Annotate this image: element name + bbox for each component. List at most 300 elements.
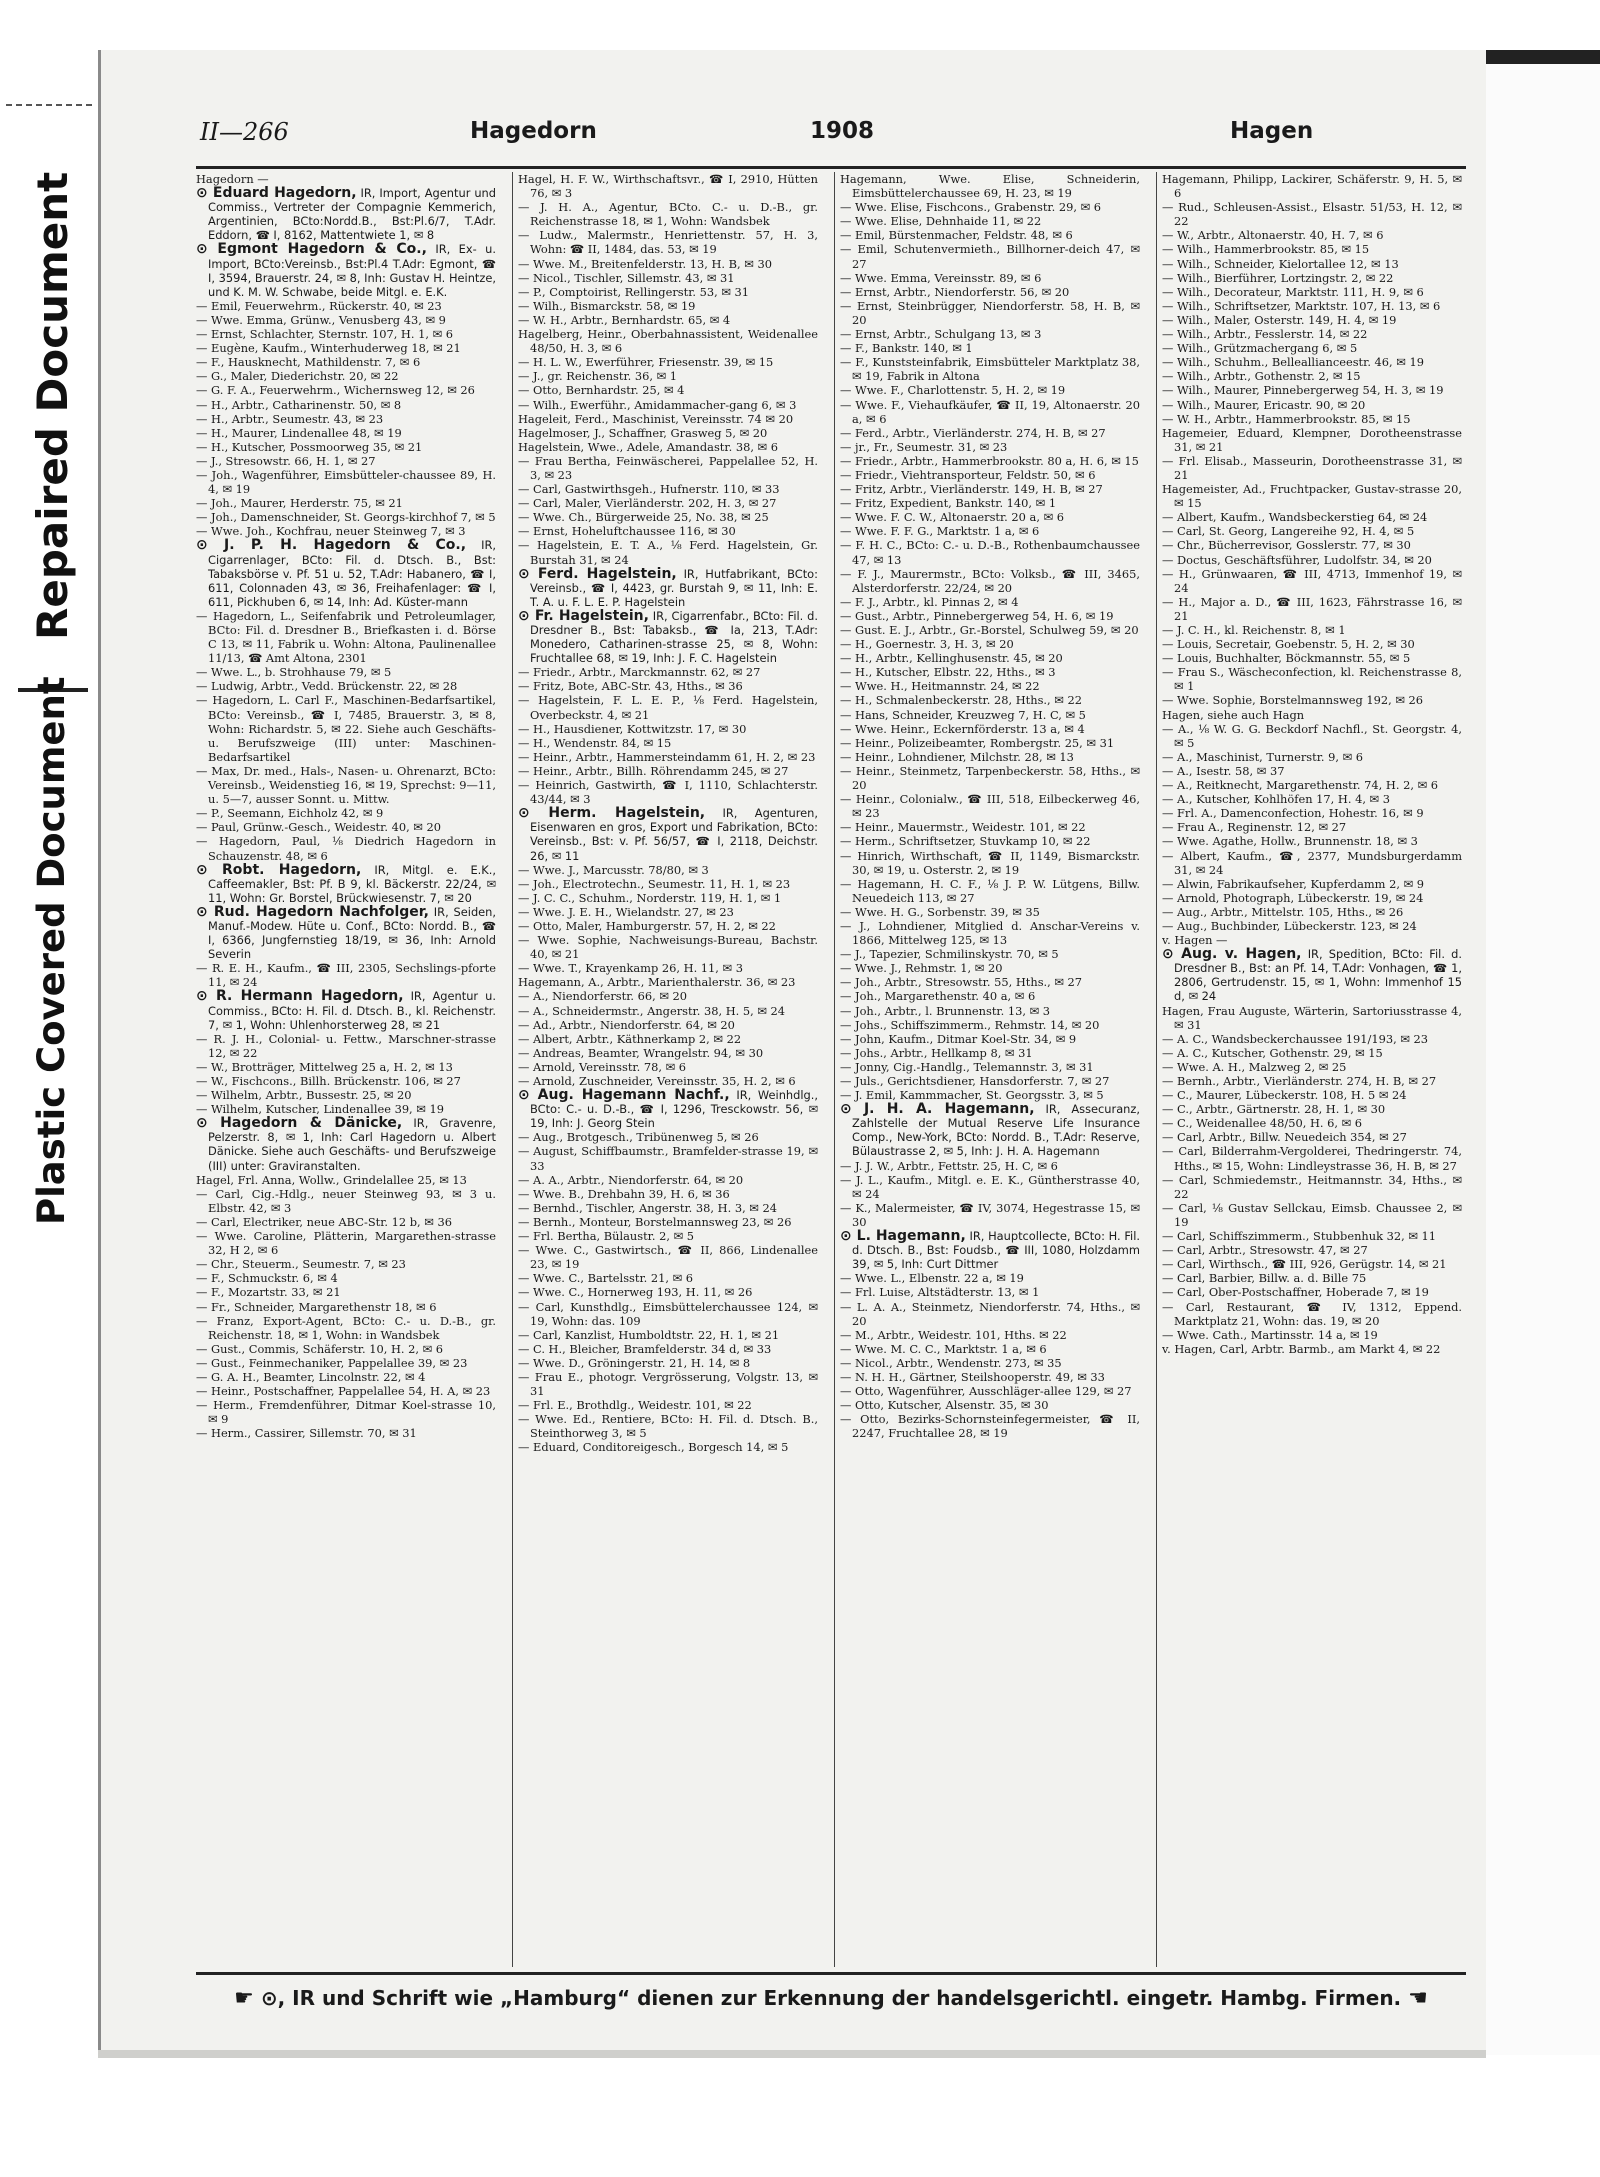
entry-text: — A. C., Kutscher, Gothenstr. 29, ✉ 15	[1162, 1045, 1383, 1060]
entry-text: — Aug., Brotgesch., Tribünenweg 5, ✉ 26	[518, 1130, 759, 1145]
entry-text: IR, Assecuranz, Zahlstelle der Mutual Reserve Life Insurance Comp., New-York, BCto: Nordd. B., T.Adr: Reserve, Bülaustrasse 2, ✉ 5, Inh: J. H. A. Hagemann	[852, 1102, 1140, 1159]
entry-text: — Wilh., Maurer, Ericastr. 90, ✉ 20	[1162, 397, 1366, 412]
directory-entry	[840, 1201, 1140, 1229]
entry-text: — Wilh., Arbtr., Fesslerstr. 14, ✉ 22	[1162, 327, 1368, 342]
entry-text: — Herm., Cassirer, Sillemstr. 70, ✉ 31	[196, 1426, 417, 1441]
entry-text: — R. E. H., Kaufm., ☎ III, 2305, Sechslings-pforte 11, ✉ 24	[196, 961, 496, 990]
directory-entry	[840, 341, 1140, 355]
directory-entry	[1162, 849, 1462, 877]
column-divider	[834, 172, 835, 1967]
directory-entry	[840, 693, 1140, 707]
entry-text: — Carl, Arbtr., Billw. Neuedeich 354, ✉ 27	[1162, 1130, 1407, 1145]
directory-entry	[1162, 426, 1462, 454]
directory-entry	[1162, 1032, 1462, 1046]
entry-text: — H., Arbtr., Seumestr. 43, ✉ 23	[196, 411, 384, 426]
entry-text: — Hagemann, H. C. F., ⅛ J. P. W. Lütgens, Billw. Neuedeich 113, ✉ 27	[840, 876, 1140, 905]
firm-name: ⊙ Fr. Hagelstein,	[518, 607, 649, 624]
entry-text: — Wwe. B., Drehbahn 39, H. 6, ✉ 36	[518, 1186, 730, 1201]
directory-entry	[840, 496, 1140, 510]
directory-entry	[1162, 524, 1462, 538]
entry-text: — Friedr., Viehtransporteur, Feldstr. 50, ✉ 6	[840, 467, 1096, 482]
directory-entry	[1162, 595, 1462, 623]
entry-text: — Eugène, Kaufm., Winterhuderweg 18, ✉ 21	[196, 341, 461, 356]
entry-text: — L. A. A., Steinmetz, Niendorferstr. 74, Hths., ✉ 20	[840, 1299, 1140, 1328]
directory-entry	[518, 863, 818, 877]
directory-entry	[196, 412, 496, 426]
entry-text: — Herm., Fremdenführer, Ditmar Koel-strasse 10, ✉ 9	[196, 1398, 496, 1427]
entry-text: IR, Seiden, Manuf.-Modew. Hüte u. Conf., BCto: Nordd. B., ☎ I, 6366, Jungfernstieg 18/19, ✉ 36, Inh: Arnold Severin	[208, 904, 496, 962]
entry-text: Hagen, Frau Auguste, Wärterin, Sartoriusstrasse 4, ✉ 31	[1162, 1003, 1462, 1032]
directory-entry	[196, 834, 496, 862]
entry-text: — Hans, Schneider, Kreuzweg 7, H. C, ✉ 5	[840, 707, 1086, 722]
column-divider	[1156, 172, 1157, 1967]
directory-entry	[518, 496, 818, 510]
entry-text: — H., Schmalenbeckerstr. 28, Hths., ✉ 22	[840, 693, 1082, 708]
entry-text: — Johs., Schiffszimmerm., Rehmstr. 14, ✉ 20	[840, 1017, 1100, 1032]
firm-entry	[518, 567, 818, 609]
firm-name: ⊙ Ferd. Hagelstein,	[518, 565, 677, 582]
entry-text: Hagedorn —	[196, 172, 269, 186]
directory-entry	[1162, 637, 1462, 651]
directory-entry	[518, 228, 818, 256]
directory-entry	[196, 693, 496, 763]
entry-text: — J., Lohndiener, Mitglied d. Anschar-Vereins v. 1866, Mittelweg 125, ✉ 13	[840, 918, 1140, 948]
left-running-head: Hagedorn	[470, 118, 597, 144]
directory-entry	[1162, 778, 1462, 792]
entry-text: — Wwe. L., b. Strohhause 79, ✉ 5	[196, 665, 392, 680]
directory-entry	[840, 1060, 1140, 1074]
entry-text: — Arnold, Zuschneider, Vereinsstr. 35, H. 2, ✉ 6	[518, 1074, 796, 1088]
entry-text: — Ernst, Hoheluftchaussee 116, ✉ 30	[518, 524, 736, 539]
directory-entry	[840, 947, 1140, 961]
directory-entry	[1162, 1342, 1462, 1356]
directory-entry	[840, 989, 1140, 1003]
entry-text: Hagelstein, Wwe., Adele, Amandastr. 38, ✉ 6	[518, 439, 778, 454]
directory-entry	[840, 595, 1140, 609]
entry-text: — Gust. E. J., Arbtr., Gr.-Borstel, Schulweg 59, ✉ 20	[840, 623, 1139, 637]
footer-rule	[196, 1972, 1466, 1975]
entry-text: Hagemeister, Ad., Fruchtpacker, Gustav-strasse 20, ✉ 15	[1162, 482, 1462, 511]
directory-entry	[518, 426, 818, 440]
entry-text: — Joh., Margarethenstr. 40 a, ✉ 6	[840, 989, 1036, 1004]
entry-text: — H., Wendenstr. 84, ✉ 15	[518, 735, 672, 750]
directory-entry	[518, 778, 818, 806]
entry-text: — Wwe. Emma, Grünw., Venusberg 43, ✉ 9	[196, 312, 446, 327]
directory-entry	[1162, 553, 1462, 567]
directory-entry	[1162, 1173, 1462, 1201]
directory-entry	[840, 567, 1140, 595]
entry-text: — A., Reitknecht, Margarethenstr. 74, H. 2, ✉ 6	[1162, 778, 1438, 793]
entry-text: v. Hagen, Carl, Arbtr. Barmb., am Markt 4, ✉ 22	[1162, 1341, 1441, 1356]
entry-text: IR, Cigarrenlager, BCto: Fil. d. Dtsch. B., Bst: Tabaksbörse v. Pf. 51 u. 52, T.Adr: Habanero, ☎ I, 611, Colonnaden 43, ✉ 36, Freihafenlager: ☎ I, 611, Pickhuben 6, ✉ 14, Inh: Ad. Küster-mann	[208, 538, 496, 609]
entry-text: — Wwe. Sophie, Nachweisungs-Bureau, Bachstr. 40, ✉ 21	[518, 933, 818, 962]
directory-entry	[518, 1173, 818, 1187]
entry-text: — M., Arbtr., Weidestr. 101, Hths. ✉ 22	[840, 1327, 1067, 1342]
entry-text: IR, Agenturen, Eisenwaren en gros, Export und Fabrikation, BCto: Vereinsb., Bst: v. Pf. 56/57, ☎ I, 2118, Deichstr. 26, ✉ 11	[530, 806, 818, 863]
entry-text: IR, Hauptcollecte, BCto: H. Fil. d. Dtsch. B., Bst: Foudsb., ☎ III, 1080, Holzdamm 39, ✉ 5, Inh: Curt Dittmer	[852, 1229, 1140, 1272]
directory-entry	[1162, 792, 1462, 806]
footer-note	[196, 1986, 1466, 2016]
entry-text: — P., Seemann, Eichholz 42, ✉ 9	[196, 806, 384, 821]
directory-entry	[840, 961, 1140, 975]
entry-text: v. Hagen —	[1162, 933, 1228, 948]
entry-text: — Bernhd., Tischler, Angerstr. 38, H. 3, ✉ 24	[518, 1200, 777, 1215]
directory-entry	[518, 736, 818, 750]
entry-text: IR, Cigarrenfabr., BCto: Fil. d. Dresdner B., Bst: Tabaksb., ☎ Ia, 213, T.Adr: Monedero, Catharinen-strasse 25, ✉ 8, Wohn: Fruchtallee 68, ✉ 19, Inh: J. F. C. Hagelstein	[530, 608, 818, 666]
entry-text: — K., Malermeister, ☎ IV, 3074, Hegestrasse 15, ✉ 30	[840, 1200, 1140, 1229]
entry-text: — Carl, St. Georg, Langereihe 92, H. 4, ✉ 5	[1162, 524, 1415, 539]
directory-entry	[1162, 412, 1462, 426]
entry-text: — Heinrich, Gastwirth, ☎ I, 1110, Schlachterstr. 43/44, ✉ 3	[518, 778, 818, 807]
directory-entry	[518, 1300, 818, 1328]
directory-entry	[196, 327, 496, 341]
directory-entry	[196, 1356, 496, 1370]
entry-text: — J. C. C., Schuhm., Norderstr. 119, H. 1, ✉ 1	[518, 890, 782, 905]
header-rule	[196, 166, 1466, 169]
directory-entry	[1162, 877, 1462, 891]
column-1	[196, 172, 496, 1972]
directory-entry	[518, 200, 818, 228]
entry-text: — Otto, Kutscher, Alsenstr. 35, ✉ 30	[840, 1398, 1049, 1413]
directory-entry	[840, 919, 1140, 947]
entry-text: — J., gr. Reichenstr. 36, ✉ 1	[518, 369, 678, 384]
entry-text: — Heinr., Arbtr., Hammersteindamm 61, H. 2, ✉ 23	[518, 749, 816, 764]
directory-entry	[518, 679, 818, 693]
directory-entry	[196, 1102, 496, 1116]
directory-entry	[518, 510, 818, 524]
entry-text: — C., Arbtr., Gärtnerstr. 28, H. 1, ✉ 30	[1162, 1102, 1386, 1117]
entry-text: — A., Maschinist, Turnerstr. 9, ✉ 6	[1162, 749, 1364, 764]
entry-text: — F. J., Maurermstr., BCto: Volksb., ☎ III, 3465, Alsterdorferstr. 22/24, ✉ 20	[840, 566, 1140, 595]
entry-text: — Wwe. F., Charlottenstr. 5, H. 2, ✉ 19	[840, 383, 1066, 398]
directory-entry	[1162, 1046, 1462, 1060]
directory-entry	[1162, 341, 1462, 355]
directory-entry	[840, 1159, 1140, 1173]
entry-text: — John, Kaufm., Ditmar Koel-Str. 34, ✉ 9	[840, 1031, 1077, 1046]
entry-text: — Nicol., Tischler, Sillemstr. 43, ✉ 31	[518, 270, 735, 285]
directory-entry	[1162, 651, 1462, 665]
entry-text: IR, Gravenre, Pelzerstr. 8, ✉ 1, Inh: Carl Hagedorn u. Albert Dänicke. Siehe auch Geschäfts- und Berufszweige (III) unter: Graviranstalten.	[208, 1116, 496, 1173]
entry-text: — Carl, Barbier, Billw. a. d. Bille 75	[1162, 1271, 1367, 1286]
directory-entry	[196, 369, 496, 383]
firm-name: ⊙ Aug. Hagemann Nachf.,	[518, 1087, 730, 1104]
entry-text: — J. L., Kaufm., Mitgl. e. E. K., Güntherstrasse 40, ✉ 24	[840, 1172, 1140, 1201]
directory-entry	[1162, 1257, 1462, 1271]
entry-text: — Wwe. Ed., Rentiere, BCto: H. Fil. d. Dtsch. B., Steinthorweg 3, ✉ 5	[518, 1412, 818, 1441]
directory-entry	[840, 214, 1140, 228]
directory-entry	[840, 623, 1140, 637]
directory-entry	[196, 355, 496, 369]
entry-text: — W., Fischcons., Billh. Brückenstr. 106, ✉ 27	[196, 1074, 461, 1088]
directory-entry	[840, 849, 1140, 877]
cut-line	[6, 104, 92, 106]
entry-text: — Paul, Grünw.-Gesch., Weidestr. 40, ✉ 20	[196, 820, 441, 835]
directory-entry	[840, 454, 1140, 468]
directory-entry	[840, 1004, 1140, 1018]
firm-name: ⊙ J. P. H. Hagedorn & Co.,	[196, 537, 467, 554]
directory-entry	[840, 1032, 1140, 1046]
directory-entry	[1162, 567, 1462, 595]
directory-entry	[518, 1201, 818, 1215]
directory-entry	[196, 426, 496, 440]
firm-entry	[518, 1088, 818, 1130]
entry-text: — Heinr., Steinmetz, Tarpenbeckerstr. 58, Hths., ✉ 20	[840, 763, 1140, 793]
entry-text: — jr., Fr., Seumestr. 31, ✉ 23	[840, 439, 1008, 454]
directory-entry	[196, 1426, 496, 1440]
directory-entry	[518, 1130, 818, 1144]
entry-text: — Albert, Kaufm., Wandsbeckerstieg 64, ✉ 24	[1162, 510, 1428, 525]
directory-entry	[840, 820, 1140, 834]
directory-entry	[518, 355, 818, 369]
directory-entry	[840, 1074, 1140, 1088]
entry-text: — A., Niendorferstr. 66, ✉ 20	[518, 989, 688, 1004]
entry-text: — Wilh., Schuhm., Belleallianceestr. 46, ✉ 19	[1162, 355, 1424, 370]
entry-text: — Carl, Gastwirthsgeh., Hufnerstr. 110, ✉ 33	[518, 482, 780, 497]
entry-text: — Joh., Wagenführer, Eimsbütteler-chaussee 89, H. 4, ✉ 19	[196, 467, 496, 497]
entry-text: — Gust., Commis, Schäferstr. 10, H. 2, ✉ 6	[196, 1341, 444, 1356]
entry-text: Hageleit, Ferd., Maschinist, Vereinsstr. 74 ✉ 20	[518, 411, 794, 426]
entry-text: — H., Major a. D., ☎ III, 1623, Fährstrasse 16, ✉ 21	[1162, 594, 1462, 623]
entry-text: — Rud., Schleusen-Assist., Elsastr. 51/53, H. 12, ✉ 22	[1162, 200, 1462, 229]
entry-text: — Wwe. H., Heitmannstr. 24, ✉ 22	[840, 679, 1040, 694]
entry-text: — Franz, Export-Agent, BCto: C.- u. D.-B., gr. Reichenstr. 18, ✉ 1, Wohn: in Wandsbek	[196, 1313, 496, 1342]
directory-entry	[518, 1215, 818, 1229]
directory-entry	[518, 764, 818, 778]
plastic-covered-label: Plastic Covered Document	[30, 676, 73, 1225]
directory-entry	[1162, 1130, 1462, 1144]
entry-text: — Frl. Elisab., Masseurin, Dorotheenstrasse 31, ✉ 21	[1162, 453, 1462, 482]
entry-text: — H., Grünwaaren, ☎ III, 4713, Immenhof 19, ✉ 24	[1162, 566, 1462, 595]
entry-text: — Frau S., Wäscheconfection, kl. Reichenstrasse 8, ✉ 1	[1162, 665, 1462, 694]
directory-entry	[518, 398, 818, 412]
entry-text: — Hagedorn, Paul, ⅛ Diedrich Hagedorn in Schauzenstr. 48, ✉ 6	[196, 834, 496, 863]
directory-entry	[1162, 1300, 1462, 1328]
entry-text: — W., Arbtr., Altonaerstr. 40, H. 7, ✉ 6	[1162, 228, 1384, 243]
directory-entry	[518, 665, 818, 679]
entry-text: — Carl, ⅛ Gustav Sellckau, Eimsb. Chaussee 2, ✉ 19	[1162, 1200, 1462, 1229]
directory-entry	[196, 1229, 496, 1257]
entry-text: — Heinr., Polizeibeamter, Rombergstr. 25, ✉ 31	[840, 735, 1115, 750]
entry-text: IR, Ex- u. Import, BCto:Vereinsb., Bst:Pl.4 T.Adr: Egmont, ☎ I, 3594, Brauerstr. 24, ✉ 8, Inh: Gustav H. Heintze, und K. M. W. Schwabe, beide Mitgl. e. E.K.	[208, 242, 496, 299]
directory-entry	[840, 1384, 1140, 1398]
entry-text: — Wwe. F., Viehaufkäufer, ☎ II, 19, Altonaerstr. 20 a, ✉ 6	[840, 397, 1140, 426]
directory-entry	[840, 482, 1140, 496]
entry-text: — Carl, Arbtr., Stresowstr. 47, ✉ 27	[1162, 1243, 1368, 1258]
directory-entry	[196, 496, 496, 510]
entry-text: — Hagedorn, L., Seifenfabrik und Petroleumlager, BCto: Fil. d. Dresdner B., Briefkasten i. d. Börse C 13, ✉ 11, Fabrik u. Wohn: Altona, Paulinenallee 11/13, ☎ Amt Altona, 2301	[196, 608, 496, 666]
entry-text: — Wwe. Caroline, Plätterin, Margarethen-strasse 32, H 2, ✉ 6	[196, 1229, 496, 1258]
entry-text: — Bernh., Monteur, Borstelmannsweg 23, ✉ 26	[518, 1214, 792, 1229]
column-3	[840, 172, 1140, 1972]
entry-text: — Frau Bertha, Feinwäscherei, Pappelallee 52, H. 3, ✉ 23	[518, 453, 818, 482]
directory-entry	[518, 975, 818, 989]
entry-text: — Wilh., Ewerführ., Amidammacher-gang 6, ✉ 3	[518, 397, 797, 412]
entry-text: — Hagedorn, L. Carl F., Maschinen-Bedarfsartikel, BCto: Vereinsb., ☎ I, 7485, Brauerstr. 3, ✉ 8, Wohn: Richardstr. 5, ✉ 22. Siehe auch Geschäfts- u. Berufszweige (III) unter: Maschinen-Bedarfsartikel	[196, 693, 496, 764]
entry-text: — Wilh., Bismarckstr. 58, ✉ 19	[518, 298, 696, 313]
entry-text: — Wwe. H. G., Sorbenstr. 39, ✉ 35	[840, 904, 1040, 919]
directory-entry	[1162, 538, 1462, 552]
directory-entry	[196, 299, 496, 313]
directory-entry	[196, 1187, 496, 1215]
entry-text: — Hagelstein, E. T. A., ⅛ Ferd. Hagelstein, Gr. Burstah 31, ✉ 24	[518, 538, 818, 567]
entry-text: IR, Import, Agentur und Commiss., Vertreter der Compagnie Kemmerich, Argentinien, BCto:Nordd.B., Bst:Pl.6/7, T.Adr. Eddorn, ☎ I, 8162, Mattentwiete 1, ✉ 8	[208, 186, 496, 243]
directory-entry	[518, 1440, 818, 1454]
entry-text: — G. A. H., Beamter, Lincolnstr. 22, ✉ 4	[196, 1369, 426, 1384]
directory-entry	[840, 172, 1140, 200]
entry-text: — Wwe. Elise, Fischcons., Grabenstr. 29, ✉ 6	[840, 200, 1101, 215]
directory-entry	[196, 383, 496, 397]
entry-text: Hagen, siehe auch Hagn	[1162, 707, 1305, 722]
directory-entry	[840, 228, 1140, 242]
directory-entry	[1162, 327, 1462, 341]
entry-text: — H., Hausdiener, Kottwitzstr. 17, ✉ 30	[518, 721, 747, 736]
firm-name: ⊙ J. H. A. Hagemann,	[840, 1101, 1035, 1118]
directory-entry	[518, 1032, 818, 1046]
entry-text: — F. J., Arbtr., kl. Pinnas 2, ✉ 4	[840, 594, 1019, 609]
entry-text: — Ferd., Arbtr., Vierländerstr. 274, H. B, ✉ 27	[840, 425, 1106, 440]
firm-name: ⊙ Egmont Hagedorn & Co.,	[196, 241, 427, 258]
entry-text: — Carl, Schiffszimmerm., Stubbenhuk 32, ✉ 11	[1162, 1229, 1437, 1244]
firm-name: ⊙ Herm. Hagelstein,	[518, 805, 706, 822]
entry-text: — Joh., Arbtr., l. Brunnenstr. 13, ✉ 3	[840, 1003, 1051, 1018]
directory-entry	[840, 1328, 1140, 1342]
directory-entry	[196, 609, 496, 665]
entry-text: — F., Hausknecht, Mathildenstr. 7, ✉ 6	[196, 355, 421, 370]
directory-entry	[196, 172, 496, 186]
entry-text: Hagemann, A., Arbtr., Marienthalerstr. 36, ✉ 23	[518, 975, 796, 990]
directory-entry	[1162, 383, 1462, 397]
directory-entry	[840, 398, 1140, 426]
directory-entry	[1162, 271, 1462, 285]
directory-entry	[840, 651, 1140, 665]
directory-entry	[1162, 1201, 1462, 1229]
directory-entry	[518, 933, 818, 961]
entry-text: — Emil, Bürstenmacher, Feldstr. 48, ✉ 6	[840, 228, 1073, 243]
directory-entry	[840, 877, 1140, 905]
firm-name: ⊙ Rud. Hagedorn Nachfolger,	[196, 903, 429, 920]
directory-entry	[1162, 834, 1462, 848]
directory-entry	[518, 989, 818, 1003]
entry-text: — Carl, Kunsthdlg., Eimsbüttelerchaussee 124, ✉ 19, Wohn: das. 109	[518, 1299, 818, 1328]
directory-entry	[518, 257, 818, 271]
directory-entry	[840, 905, 1140, 919]
entry-text: — Aug., Buchbinder, Lübeckerstr. 123, ✉ 24	[1162, 918, 1417, 933]
directory-entry	[196, 1285, 496, 1299]
entry-text: — Wilh., Hammerbrookstr. 85, ✉ 15	[1162, 242, 1370, 257]
directory-entry	[196, 1173, 496, 1187]
entry-text: — August, Schiffbaumstr., Bramfelder-strasse 19, ✉ 33	[518, 1144, 818, 1173]
directory-entry	[840, 1398, 1140, 1412]
directory-entry	[840, 609, 1140, 623]
directory-entry	[1162, 257, 1462, 271]
firm-entry	[196, 186, 496, 242]
directory-entry	[840, 285, 1140, 299]
directory-entry	[196, 510, 496, 524]
entry-text: — Wwe. Heinr., Eckernförderstr. 13 a, ✉ 4	[840, 721, 1085, 736]
entry-text: Hagemeier, Eduard, Klempner, Dorotheenstrasse 31, ✉ 21	[1162, 425, 1462, 454]
entry-text: — Wwe. T., Krayenkamp 26, H. 11, ✉ 3	[518, 961, 743, 976]
directory-entry	[840, 1356, 1140, 1370]
entry-text: — Wwe. A. H., Malzweg 2, ✉ 25	[1162, 1059, 1347, 1074]
directory-entry	[518, 454, 818, 482]
entry-text: — R. J. H., Colonial- u. Fettw., Marschner-strasse 12, ✉ 22	[196, 1031, 496, 1060]
firm-entry	[196, 863, 496, 905]
directory-entry	[840, 1285, 1140, 1299]
entry-text: — Carl, Ober-Postschaffner, Hoberade 7, ✉ 19	[1162, 1285, 1429, 1300]
entry-text: — Ludw., Malermstr., Henriettenstr. 57, H. 3, Wohn: ☎ II, 1484, das. 53, ✉ 19	[518, 228, 818, 257]
entry-text: — Bernh., Arbtr., Vierländerstr. 274, H. B, ✉ 27	[1162, 1074, 1437, 1088]
entry-text: — Andreas, Beamter, Wrangelstr. 94, ✉ 30	[518, 1045, 764, 1060]
entry-text: — Frau A., Reginenstr. 12, ✉ 27	[1162, 820, 1347, 835]
directory-entry	[840, 426, 1140, 440]
entry-text: — H., Kutscher, Elbstr. 22, Hths., ✉ 3	[840, 665, 1056, 680]
firm-name: ⊙ Aug. v. Hagen,	[1162, 946, 1302, 963]
directory-entry	[196, 1257, 496, 1271]
directory-entry	[518, 1018, 818, 1032]
entry-text: — Wwe. L., Elbenstr. 22 a, ✉ 19	[840, 1271, 1024, 1286]
directory-columns	[196, 172, 1466, 1972]
entry-text: — Frl. Bertha, Bülaustr. 2, ✉ 5	[518, 1229, 694, 1244]
entry-text: — Joh., Damenschneider, St. Georgs-kirchhof 7, ✉ 5	[196, 510, 496, 525]
entry-text: IR, Hutfabrikant, BCto: Vereinsb., ☎ I, 4423, gr. Burstah 9, ✉ 11, Inh: E. T. A. u. F. L. E. P. Hagelstein	[530, 566, 818, 609]
directory-entry	[518, 750, 818, 764]
entry-text: — Wwe. Agathe, Hollw., Brunnenstr. 18, ✉ 3	[1162, 834, 1418, 849]
directory-entry	[196, 764, 496, 806]
directory-entry	[840, 1342, 1140, 1356]
directory-entry	[1162, 750, 1462, 764]
entry-text: — Fritz, Bote, ABC-Str. 43, Hths., ✉ 36	[518, 679, 743, 694]
directory-entry	[840, 1173, 1140, 1201]
directory-entry	[518, 961, 818, 975]
firm-entry	[196, 242, 496, 298]
directory-entry	[196, 1215, 496, 1229]
entry-text: — F., Bankstr. 140, ✉ 1	[840, 341, 973, 356]
entry-text: — A., Kutscher, Kohlhöfen 17, H. 4, ✉ 3	[1162, 792, 1390, 807]
page-header	[200, 118, 1460, 154]
entry-text: — H., Arbtr., Catharinenstr. 50, ✉ 8	[196, 397, 402, 412]
column-divider	[512, 172, 513, 1967]
directory-entry	[1162, 722, 1462, 750]
directory-entry	[518, 1004, 818, 1018]
entry-text: — J. H. A., Agentur, BCto. C.- u. D.-B., gr. Reichenstrasse 18, ✉ 1, Wohn: Wandsbek	[518, 200, 818, 229]
directory-entry	[1162, 919, 1462, 933]
directory-entry	[1162, 200, 1462, 228]
firm-name: ⊙ Hagedorn & Dänicke,	[196, 1115, 403, 1132]
directory-entry	[1162, 1088, 1462, 1102]
directory-entry	[1162, 891, 1462, 905]
directory-entry	[518, 1229, 818, 1243]
directory-entry	[1162, 172, 1462, 200]
entry-text: — Wilhelm, Kutscher, Lindenallee 39, ✉ 19	[196, 1102, 444, 1117]
directory-entry	[196, 1300, 496, 1314]
directory-entry	[840, 271, 1140, 285]
entry-text: — C., Maurer, Lübeckerstr. 108, H. 5 ✉ 24	[1162, 1088, 1407, 1103]
entry-text: — Wwe. J., Marcusstr. 78/80, ✉ 3	[518, 862, 709, 877]
directory-entry	[518, 1328, 818, 1342]
entry-text: — Fr., Schneider, Margarethenstr 18, ✉ 6	[196, 1299, 437, 1314]
entry-text: — Wwe. Elise, Dehnhaide 11, ✉ 22	[840, 214, 1042, 229]
entry-text: — H., Goernestr. 3, H. 3, ✉ 20	[840, 637, 1014, 652]
directory-entry	[840, 383, 1140, 397]
directory-entry	[196, 1060, 496, 1074]
directory-entry	[1162, 355, 1462, 369]
directory-entry	[518, 285, 818, 299]
entry-text: — G., Maler, Diederichstr. 20, ✉ 22	[196, 369, 399, 384]
directory-entry	[1162, 1271, 1462, 1285]
directory-entry	[518, 440, 818, 454]
directory-entry	[196, 806, 496, 820]
directory-entry	[196, 440, 496, 454]
